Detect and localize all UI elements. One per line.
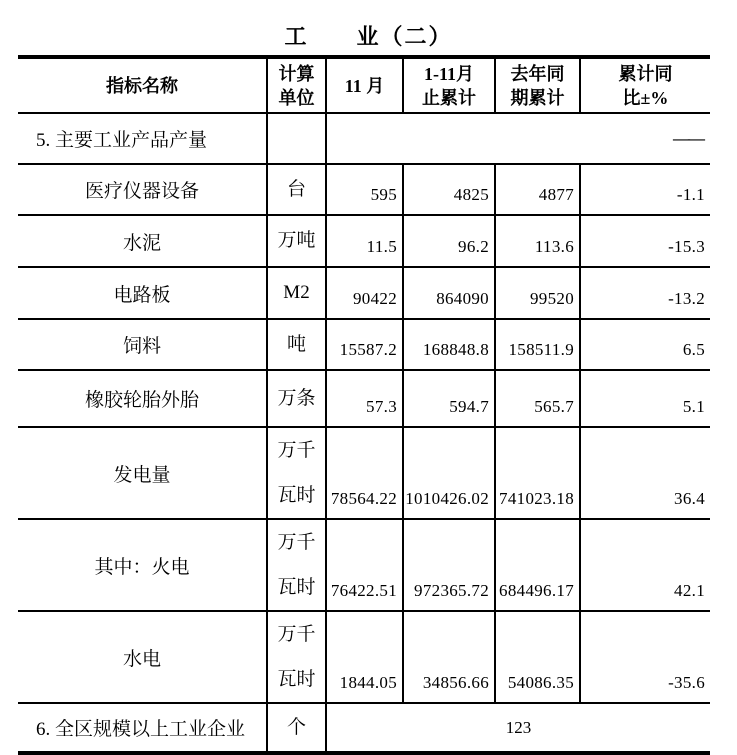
indicator-name-cell: 其中：火电 xyxy=(18,519,267,611)
merged-value-cell xyxy=(326,113,710,164)
table-row xyxy=(18,611,710,703)
table-row xyxy=(18,113,710,164)
value-cell: 15587.2 xyxy=(326,319,403,370)
value-cell: 565.7 xyxy=(495,370,580,427)
value-cell: 42.1 xyxy=(580,519,710,611)
value-cell: 4825 xyxy=(403,164,495,215)
value-cell: 113.6 xyxy=(495,215,580,267)
unit-cell: 万千 瓦时 xyxy=(267,611,326,703)
value-cell: 864090 xyxy=(403,267,495,319)
merged-value-cell: 123 xyxy=(326,703,710,753)
page-title: 工 业（二） xyxy=(284,24,453,49)
value-cell: 99520 xyxy=(495,267,580,319)
dash-placeholder: —— xyxy=(673,128,703,148)
table-row xyxy=(18,519,710,611)
value-cell: 4877 xyxy=(495,164,580,215)
value-cell: 54086.35 xyxy=(495,611,580,703)
unit-cell: 万千 瓦时 xyxy=(267,427,326,519)
table-row xyxy=(18,370,710,427)
column-header: 指标名称 xyxy=(18,57,267,113)
column-header: 去年同 期累计 xyxy=(495,57,580,113)
table-row xyxy=(18,267,710,319)
value-cell: -13.2 xyxy=(580,267,710,319)
value-cell: 594.7 xyxy=(403,370,495,427)
industry-table xyxy=(18,55,710,755)
table-row xyxy=(18,703,710,753)
column-header: 1-11月 止累计 xyxy=(403,57,495,113)
value-cell: 78564.22 xyxy=(326,427,403,519)
table-row xyxy=(18,164,710,215)
column-header: 计算 单位 xyxy=(267,57,326,113)
value-cell: 90422 xyxy=(326,267,403,319)
indicator-name-cell: 橡胶轮胎外胎 xyxy=(18,370,267,427)
value-cell: 158511.9 xyxy=(495,319,580,370)
unit-cell: 万条 xyxy=(267,370,326,427)
value-cell: -1.1 xyxy=(580,164,710,215)
table-row xyxy=(18,215,710,267)
value-cell: 11.5 xyxy=(326,215,403,267)
value-cell: 6.5 xyxy=(580,319,710,370)
table-body xyxy=(18,113,710,753)
unit-cell: M2 xyxy=(267,267,326,319)
value-cell: 1010426.02 xyxy=(403,427,495,519)
value-cell: 36.4 xyxy=(580,427,710,519)
value-cell: -35.6 xyxy=(580,611,710,703)
table-header xyxy=(18,57,710,113)
table-row xyxy=(18,427,710,519)
unit-cell: 万千 瓦时 xyxy=(267,519,326,611)
unit-cell: 个 xyxy=(267,703,326,753)
value-cell: 76422.51 xyxy=(326,519,403,611)
value-cell: 595 xyxy=(326,164,403,215)
value-cell: 168848.8 xyxy=(403,319,495,370)
unit-cell: 万吨 xyxy=(267,215,326,267)
value-cell: -15.3 xyxy=(580,215,710,267)
unit-cell xyxy=(267,113,326,164)
value-cell: 741023.18 xyxy=(495,427,580,519)
indicator-name-cell: 5. 主要工业产品产量 xyxy=(18,113,267,164)
value-cell: 5.1 xyxy=(580,370,710,427)
indicator-name-cell: 电路板 xyxy=(18,267,267,319)
column-header: 累计同 比±% xyxy=(580,57,710,113)
value-cell: 34856.66 xyxy=(403,611,495,703)
unit-cell: 吨 xyxy=(267,319,326,370)
value-cell: 57.3 xyxy=(326,370,403,427)
column-header: 11 月 xyxy=(326,57,403,113)
indicator-name-cell: 发电量 xyxy=(18,427,267,519)
header-row xyxy=(18,57,710,113)
indicator-name-cell: 医疗仪器设备 xyxy=(18,164,267,215)
value-cell: 972365.72 xyxy=(403,519,495,611)
indicator-name-cell: 水泥 xyxy=(18,215,267,267)
unit-cell: 台 xyxy=(267,164,326,215)
value-cell: 1844.05 xyxy=(326,611,403,703)
indicator-name-cell: 6. 全区规模以上工业企业 xyxy=(18,703,267,753)
indicator-name-cell: 水电 xyxy=(18,611,267,703)
table-row xyxy=(18,319,710,370)
indicator-name-cell: 饲料 xyxy=(18,319,267,370)
value-cell: 96.2 xyxy=(403,215,495,267)
value-cell: 684496.17 xyxy=(495,519,580,611)
